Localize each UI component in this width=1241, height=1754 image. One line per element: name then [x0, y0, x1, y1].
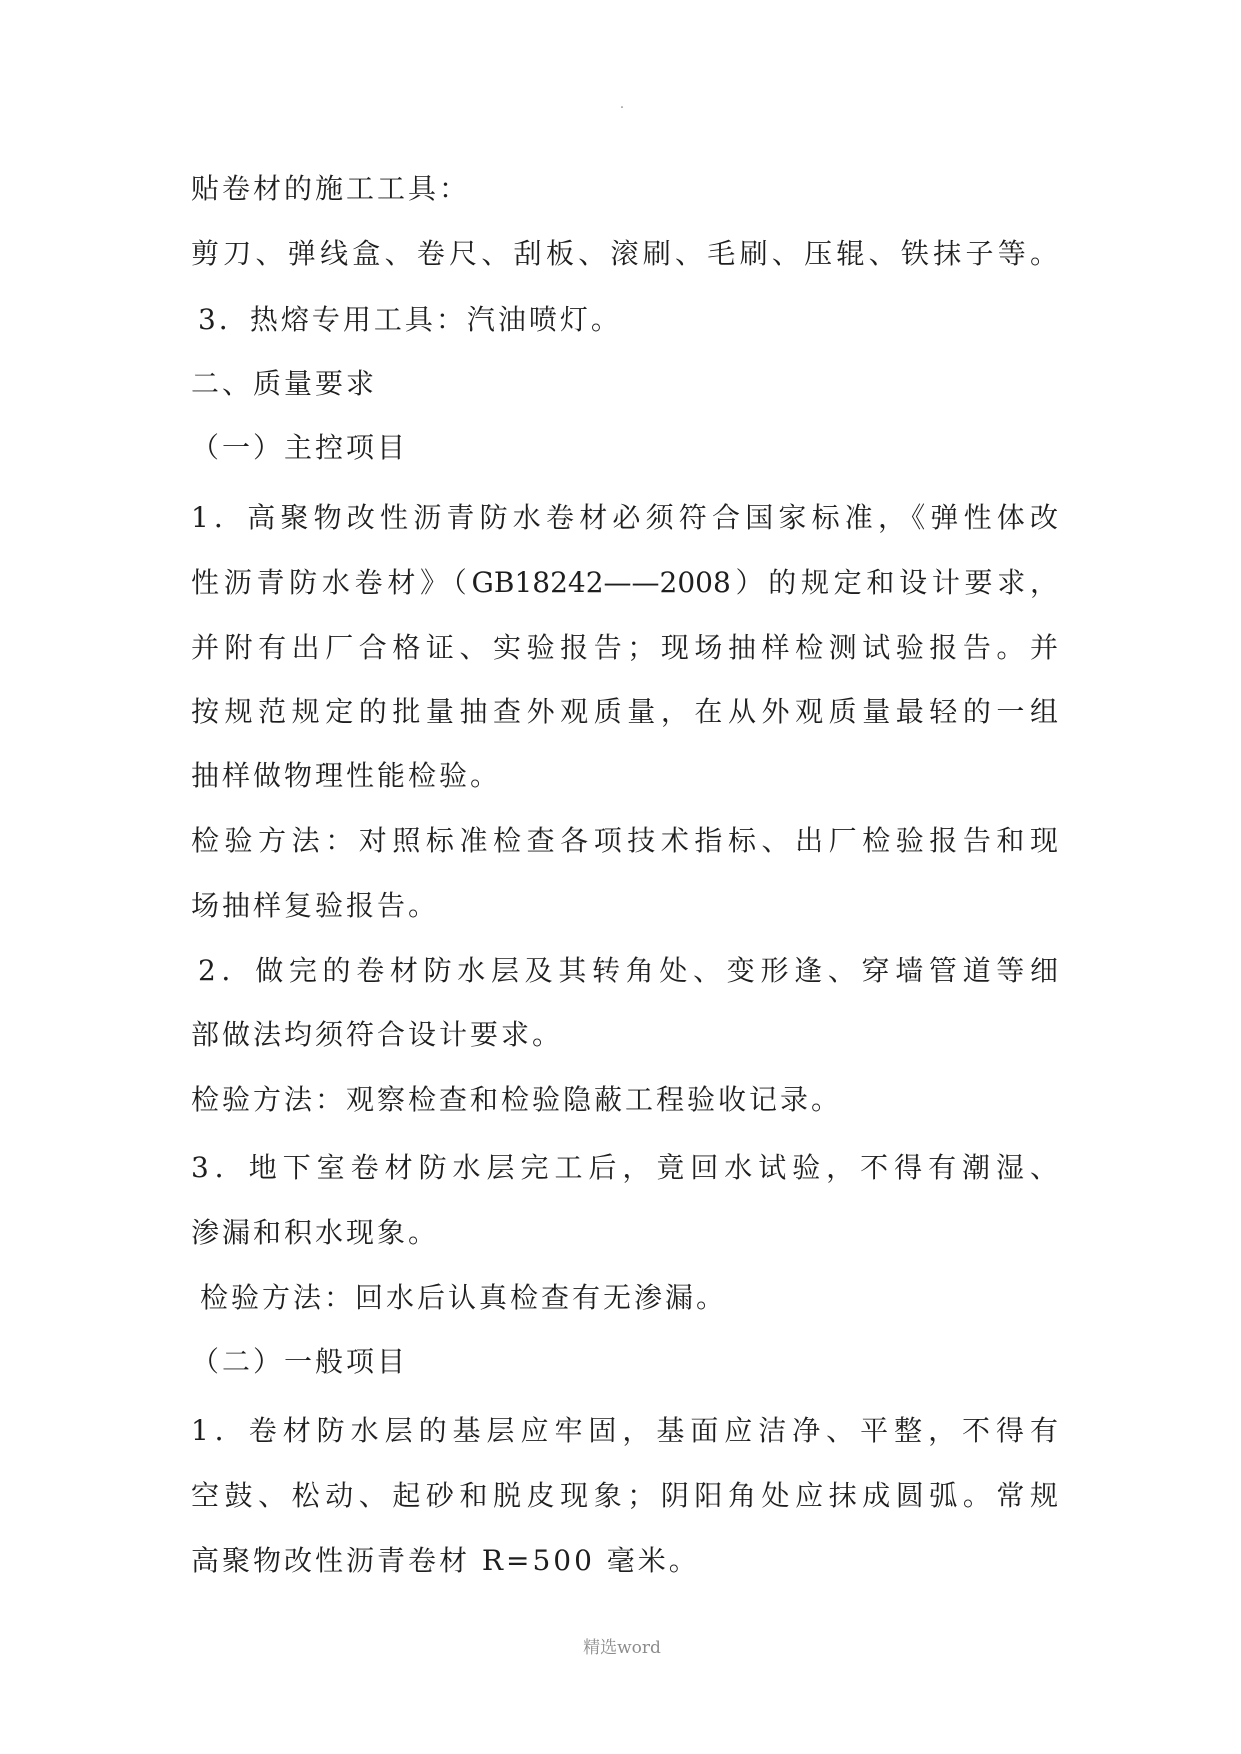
text-line: 3．地下室卷材防水层完工后，竟回水试验，不得有潮湿、	[191, 1151, 1058, 1184]
text-line: 剪刀、弹线盒、卷尺、刮板、滚刷、毛刷、压辊、铁抹子等。	[191, 237, 1058, 270]
text-line: 检验方法：回水后认真检查有无渗漏。	[200, 1281, 728, 1314]
text-line: 空鼓、松动、起砂和脱皮现象；阴阳角处应抹成圆弧。常规	[191, 1479, 1058, 1512]
text-line: 场抽样复验报告。	[191, 889, 440, 922]
text-line: 检验方法：观察检查和检验隐蔽工程验收记录。	[191, 1083, 843, 1116]
text-line: 抽样做物理性能检验。	[191, 759, 502, 792]
text-line: 部做法均须符合设计要求。	[191, 1018, 564, 1051]
text-line: 并附有出厂合格证、实验报告；现场抽样检测试验报告。并	[191, 631, 1058, 664]
section-heading: 二、质量要求	[191, 367, 378, 400]
text-line: 按规范规定的批量抽查外观质量，在从外观质量最轻的一组	[191, 695, 1058, 728]
header-mark: .	[619, 96, 625, 112]
text-line: 高聚物改性沥青卷材 R=500 毫米。	[191, 1544, 700, 1577]
text-line: 贴卷材的施工工具：	[191, 172, 471, 205]
text-line: 渗漏和积水现象。	[191, 1216, 440, 1249]
text-line: 2．做完的卷材防水层及其转角处、变形逢、穿墙管道等细	[198, 954, 1058, 987]
text-line: 检验方法：对照标准检查各项技术指标、出厂检验报告和现	[191, 824, 1058, 857]
text-line: 1．高聚物改性沥青防水卷材必须符合国家标准，《弹性体改	[191, 501, 1058, 534]
subsection-heading: （二）一般项目	[191, 1345, 409, 1378]
list-item: 3．热熔专用工具：汽油喷灯。	[198, 303, 622, 336]
text-line: 性沥青防水卷材》（GB18242——2008）的规定和设计要求，	[191, 566, 1058, 599]
subsection-heading: （一）主控项目	[191, 431, 409, 464]
text-line: 1．卷材防水层的基层应牢固，基面应洁净、平整，不得有	[191, 1414, 1058, 1447]
page-footer: 精选word	[583, 1638, 661, 1658]
